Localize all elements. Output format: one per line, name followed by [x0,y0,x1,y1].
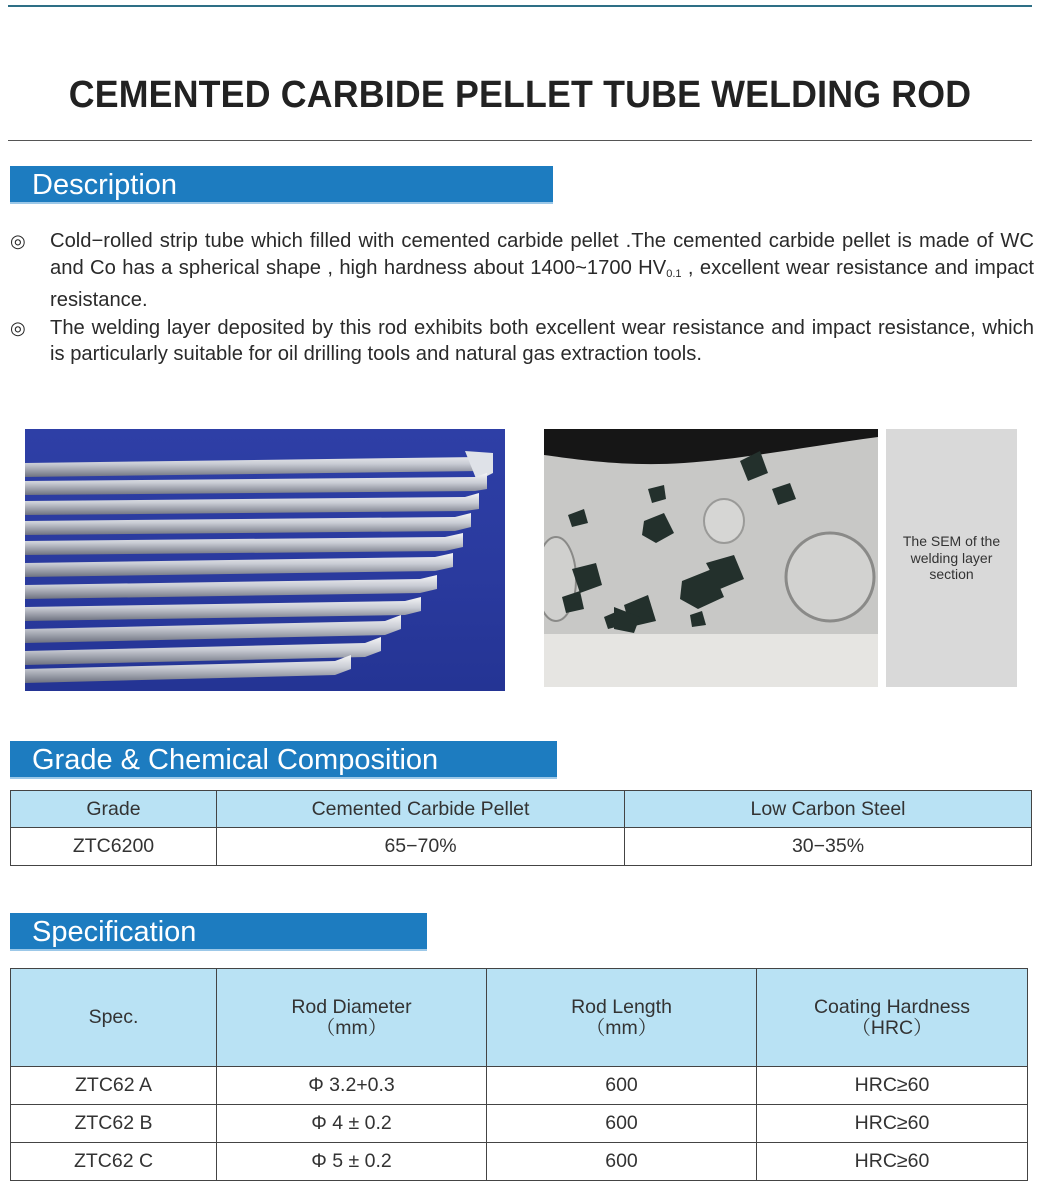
description-item [8,228,1034,314]
welding-rods-illustration [25,429,505,691]
description-body [8,228,1034,369]
table-cell: Φ 5 ± 0.2 [217,1143,487,1181]
header-cell: Cemented Carbide Pellet [217,791,625,828]
header-cell: Grade [11,791,217,828]
welding-rods-photo [25,429,505,691]
table-row [11,1067,1028,1105]
table-cell: ZTC62 C [11,1143,217,1181]
table-cell: 600 [487,1105,757,1143]
header-cell: Low Carbon Steel [625,791,1032,828]
table-header-row [11,791,1032,828]
table-row [11,1143,1028,1181]
table-cell: 30−35% [625,828,1032,866]
header-unit: （mm） [585,1016,658,1039]
table-cell: 600 [487,1067,757,1105]
grade-table [10,790,1032,866]
rod [25,493,479,515]
rod [25,553,453,577]
table-cell: 65−70% [217,828,625,866]
rod [25,575,437,599]
title-rule [8,140,1032,141]
header-cell [487,969,757,1067]
header-cell [757,969,1028,1067]
table-row [11,828,1032,866]
table-cell: Φ 4 ± 0.2 [217,1105,487,1143]
header-line: Rod Diameter [291,995,412,1018]
header-line: Spec. [88,1006,139,1028]
specification-table [10,968,1028,1181]
rod [25,473,487,495]
table-cell: ZTC6200 [11,828,217,866]
specification-heading: Specification [10,913,427,951]
table-cell: HRC≥60 [757,1143,1028,1181]
page-title: CEMENTED CARBIDE PELLET TUBE WELDING ROD [68,74,972,116]
double-circle-icon: ◎ [10,317,26,338]
rod [25,451,493,481]
grade-heading: Grade & Chemical Composition [10,741,557,779]
description-text-1-main: Cold−rolled strip tube which filled with cemented carbide pellet .The cemented carbide pellet is made of WC and Co has a spherical shape , high hardness about 1400~1700 HV [50,230,1034,279]
header-line: Rod Length [571,995,672,1018]
header-unit: （mm） [315,1016,388,1039]
rod [25,533,463,555]
rod [25,597,421,621]
header-cell [11,969,217,1067]
table-header-row [11,969,1028,1067]
table-cell: ZTC62 B [11,1105,217,1143]
sem-caption: The SEM of the welding layer section [886,429,1017,687]
table-cell: HRC≥60 [757,1067,1028,1105]
description-text-1-tail: , excellent wear resistance and impact resistance. [50,256,1034,311]
table-cell: 600 [487,1143,757,1181]
header-line: Coating Hardness [813,995,971,1018]
top-rule [8,5,1032,7]
double-circle-icon: ◎ [10,231,26,251]
table-cell: HRC≥60 [757,1105,1028,1143]
hardness-subscript: 0.1 [666,267,682,280]
description-text-2: The welding layer deposited by this rod exhibits both excellent wear resistance and impact resistance, which is particularly suitable for oil drilling tools and natural gas extraction tools. [50,316,1034,365]
table-cell: ZTC62 A [11,1067,217,1105]
description-heading: Description [10,166,553,204]
description-text-1 [50,228,1034,314]
sem-micrograph-photo [544,429,878,687]
table-row [11,1105,1028,1143]
description-item [8,315,1034,368]
rod [25,513,471,535]
sem-micrograph-illustration [544,429,878,687]
table-cell: Φ 3.2+0.3 [217,1067,487,1105]
header-unit: （HRC） [851,1016,933,1039]
header-cell [217,969,487,1067]
